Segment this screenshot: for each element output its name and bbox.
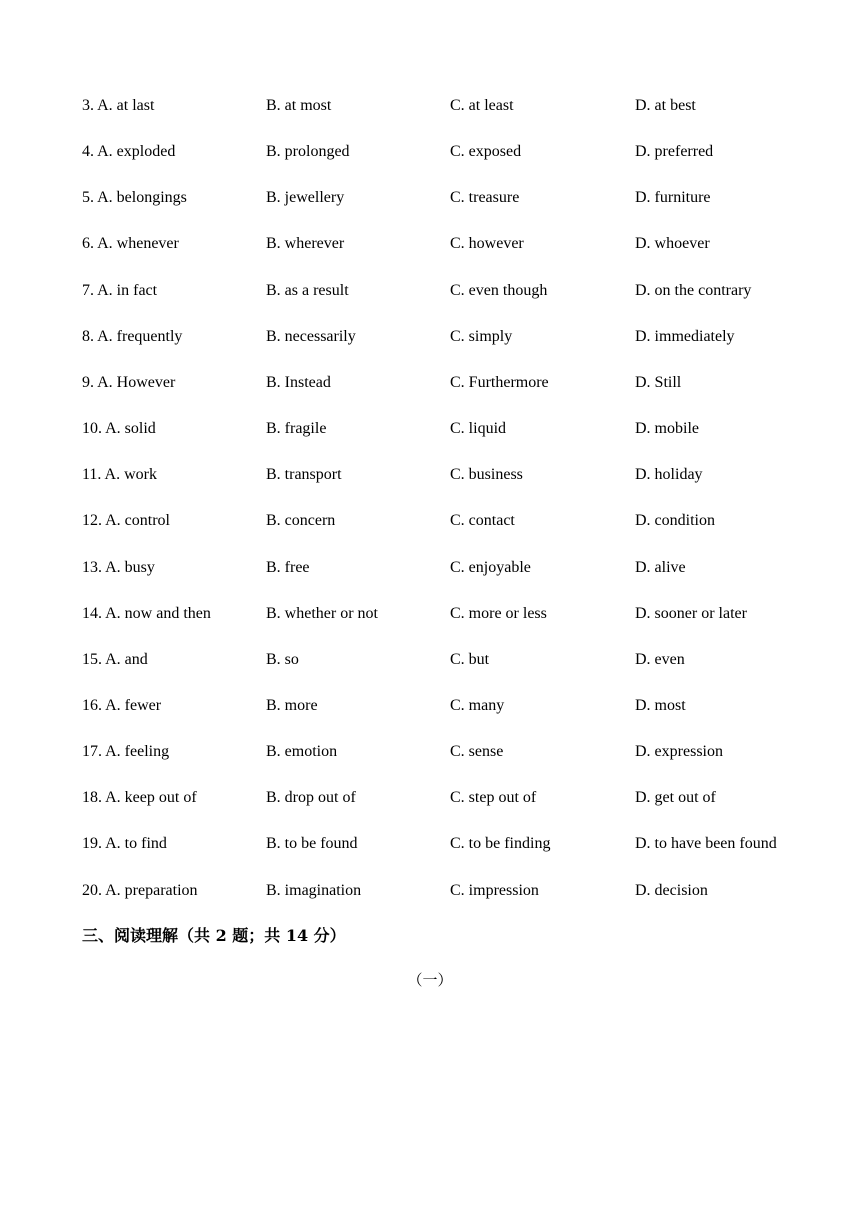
option-b: B. drop out of	[266, 789, 356, 806]
option-a: 13. A. busy	[82, 559, 155, 576]
question-row	[0, 371, 860, 395]
option-b: B. necessarily	[266, 328, 356, 345]
option-d: D. immediately	[635, 328, 735, 345]
option-b: B. so	[266, 651, 299, 668]
option-b: B. at most	[266, 97, 332, 114]
option-c: C. Furthermore	[450, 374, 549, 391]
option-c: C. impression	[450, 882, 539, 899]
option-b: B. whether or not	[266, 605, 378, 622]
passage-number: （一）	[407, 971, 453, 989]
option-d: D. condition	[635, 512, 715, 529]
option-a: 14. A. now and then	[82, 605, 211, 622]
question-row	[0, 694, 860, 718]
option-b: B. prolonged	[266, 143, 350, 160]
option-d: D. whoever	[635, 235, 710, 252]
option-b: B. Instead	[266, 374, 331, 391]
option-b: B. concern	[266, 512, 336, 529]
option-b: B. transport	[266, 466, 342, 483]
option-d: D. sooner or later	[635, 605, 747, 622]
question-row	[0, 832, 860, 856]
section-heading: 三、阅读理解（共 2 题；共 14 分）	[82, 926, 346, 945]
option-c: C. step out of	[450, 789, 537, 806]
question-row	[0, 279, 860, 303]
option-a: 4. A. exploded	[82, 143, 176, 160]
option-d: D. Still	[635, 374, 682, 391]
option-d: D. to have been found	[635, 835, 777, 852]
option-a: 10. A. solid	[82, 420, 156, 437]
question-row	[0, 556, 860, 580]
option-d: D. get out of	[635, 789, 716, 806]
option-a: 16. A. fewer	[82, 697, 162, 714]
question-row	[0, 94, 860, 118]
option-d: D. most	[635, 697, 686, 714]
question-row	[0, 140, 860, 164]
option-b: B. wherever	[266, 235, 345, 252]
option-a: 5. A. belongings	[82, 189, 187, 206]
option-b: B. jewellery	[266, 189, 345, 206]
option-c: C. enjoyable	[450, 559, 531, 576]
option-b: B. free	[266, 559, 310, 576]
option-d: D. furniture	[635, 189, 711, 206]
option-a: 17. A. feeling	[82, 743, 170, 760]
question-row	[0, 786, 860, 810]
option-d: D. preferred	[635, 143, 714, 160]
option-c: C. but	[450, 651, 490, 668]
option-b: B. more	[266, 697, 318, 714]
option-b: B. to be found	[266, 835, 358, 852]
option-a: 20. A. preparation	[82, 882, 198, 899]
option-c: C. sense	[450, 743, 504, 760]
option-c: C. contact	[450, 512, 515, 529]
option-c: C. at least	[450, 97, 514, 114]
option-d: D. mobile	[635, 420, 699, 437]
question-row	[0, 879, 860, 903]
question-row	[0, 417, 860, 441]
option-c: C. exposed	[450, 143, 522, 160]
option-a: 9. A. However	[82, 374, 176, 391]
option-d: D. expression	[635, 743, 723, 760]
option-a: 3. A. at last	[82, 97, 155, 114]
option-b: B. as a result	[266, 282, 349, 299]
option-a: 6. A. whenever	[82, 235, 179, 252]
option-a: 8. A. frequently	[82, 328, 183, 345]
option-a: 12. A. control	[82, 512, 170, 529]
option-c: C. more or less	[450, 605, 547, 622]
option-b: B. imagination	[266, 882, 362, 899]
option-a: 15. A. and	[82, 651, 148, 668]
option-c: C. liquid	[450, 420, 507, 437]
option-d: D. on the contrary	[635, 282, 752, 299]
question-row	[0, 325, 860, 349]
option-b: B. emotion	[266, 743, 338, 760]
option-c: C. simply	[450, 328, 513, 345]
option-c: C. many	[450, 697, 505, 714]
option-d: D. at best	[635, 97, 696, 114]
option-d: D. holiday	[635, 466, 703, 483]
option-d: D. even	[635, 651, 685, 668]
question-row	[0, 740, 860, 764]
option-a: 7. A. in fact	[82, 282, 158, 299]
option-c: C. however	[450, 235, 524, 252]
question-row	[0, 509, 860, 533]
option-c: C. treasure	[450, 189, 520, 206]
option-d: D. decision	[635, 882, 708, 899]
option-a: 18. A. keep out of	[82, 789, 197, 806]
question-row	[0, 602, 860, 626]
option-a: 19. A. to find	[82, 835, 167, 852]
option-b: B. fragile	[266, 420, 327, 437]
option-c: C. even though	[450, 282, 548, 299]
question-row	[0, 648, 860, 672]
option-c: C. business	[450, 466, 523, 483]
option-c: C. to be finding	[450, 835, 551, 852]
question-row	[0, 232, 860, 256]
question-row	[0, 186, 860, 210]
option-a: 11. A. work	[82, 466, 157, 483]
question-row	[0, 463, 860, 487]
option-d: D. alive	[635, 559, 686, 576]
